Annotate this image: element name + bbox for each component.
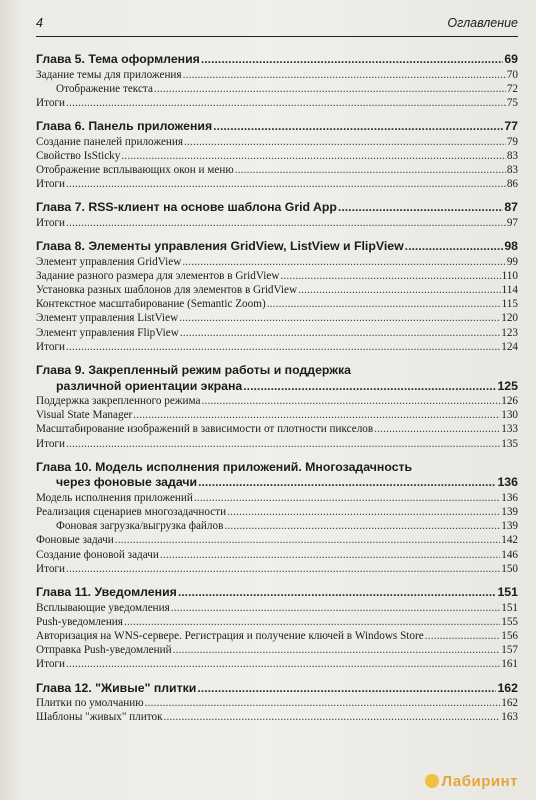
entry-title: Плитки по умолчанию xyxy=(36,697,144,710)
toc-entry[interactable] xyxy=(36,216,518,230)
entry-title: Итоги xyxy=(36,340,65,353)
toc-chapter-block xyxy=(36,585,518,672)
entry-title: Авторизация на WNS-сервере. Регистрация и получение ключей в Windows Store xyxy=(36,629,424,642)
toc-chapter-row[interactable] xyxy=(36,200,518,216)
dot-leader xyxy=(66,177,506,191)
dot-leader xyxy=(115,533,500,547)
entry-title: Элемент управления FlipView xyxy=(36,326,179,339)
entry-page: 130 xyxy=(501,409,518,422)
entry-title: Push-уведомления xyxy=(36,615,123,628)
toc-entry[interactable] xyxy=(36,283,518,297)
dot-leader xyxy=(227,505,500,519)
chapter-title: через фоновые задачи xyxy=(56,475,198,490)
entry-page: 151 xyxy=(501,601,518,614)
entry-page: 135 xyxy=(501,437,518,450)
entry-page: 83 xyxy=(506,164,518,177)
entry-page: 136 xyxy=(501,491,518,504)
watermark-logo xyxy=(425,773,518,790)
entry-page: 114 xyxy=(501,284,518,297)
dot-leader xyxy=(182,255,506,269)
toc-entry[interactable] xyxy=(36,533,518,547)
toc-entry[interactable] xyxy=(36,422,518,436)
entry-title: Отображение текста xyxy=(56,82,153,95)
entry-title: Установка разных шаблонов для элементов в GridView xyxy=(36,284,298,297)
chapter-title: Глава 6. Панель приложения xyxy=(36,119,213,134)
entry-title: Задание темы для приложения xyxy=(36,68,182,81)
toc-entry[interactable] xyxy=(36,696,518,710)
entry-page: 157 xyxy=(501,644,518,657)
dot-leader xyxy=(173,643,501,657)
dot-leader xyxy=(66,216,506,230)
toc-entry[interactable] xyxy=(36,82,518,96)
entry-title: Отображение всплывающих окон и меню xyxy=(36,164,234,177)
table-of-contents xyxy=(36,52,518,725)
dot-leader xyxy=(338,200,503,216)
entry-title: Итоги xyxy=(36,658,65,671)
dot-leader xyxy=(213,119,503,135)
entry-page: 139 xyxy=(501,506,518,519)
dot-leader xyxy=(194,491,500,505)
entry-title: Итоги xyxy=(36,216,65,229)
toc-entry[interactable] xyxy=(36,135,518,149)
toc-entry[interactable] xyxy=(36,437,518,451)
entry-page: 120 xyxy=(501,312,518,325)
toc-entry[interactable] xyxy=(36,408,518,422)
toc-chapter-block xyxy=(36,52,518,110)
dot-leader xyxy=(298,283,501,297)
entry-title: Фоновые задачи xyxy=(36,534,114,547)
entry-title: Поддержка закрепленного режима xyxy=(36,395,201,408)
entry-title: Итоги xyxy=(36,96,65,109)
chapter-page: 69 xyxy=(504,52,518,66)
watermark-text: Лабиринт xyxy=(441,773,518,790)
dot-leader xyxy=(66,437,500,451)
entry-page: 110 xyxy=(501,269,518,282)
entry-page: 115 xyxy=(501,298,518,311)
dot-leader xyxy=(121,149,505,163)
toc-entry[interactable] xyxy=(36,629,518,643)
entry-page: 163 xyxy=(501,711,518,724)
toc-entry[interactable] xyxy=(36,149,518,163)
toc-entry[interactable] xyxy=(36,710,518,724)
dot-leader xyxy=(201,394,500,408)
chapter-title-line: Глава 10. Модель исполнения приложений. Многозадачность xyxy=(36,459,413,474)
entry-page: 155 xyxy=(501,615,518,628)
entry-title: Элемент управления GridView xyxy=(36,255,182,268)
dot-leader xyxy=(160,548,500,562)
dot-leader xyxy=(267,297,501,311)
page-header xyxy=(36,16,518,36)
chapter-page: 136 xyxy=(497,475,518,490)
entry-title: Отправка Push-уведомлений xyxy=(36,644,172,657)
entry-title: Итоги xyxy=(36,437,65,450)
entry-title: Итоги xyxy=(36,562,65,575)
toc-chapter-block xyxy=(36,681,518,725)
entry-page: 156 xyxy=(501,629,518,642)
chapter-page: 151 xyxy=(497,585,518,600)
toc-chapter-row[interactable] xyxy=(36,379,518,395)
dot-leader xyxy=(405,239,504,255)
chapter-title: Глава 7. RSS-клиент на основе шаблона Grid App xyxy=(36,200,337,215)
toc-entry[interactable] xyxy=(36,255,518,269)
toc-entry[interactable] xyxy=(36,68,518,82)
dot-leader xyxy=(133,408,500,422)
chapter-title: Глава 8. Элементы управления GridView, ListView и FlipView xyxy=(36,239,404,254)
toc-chapter-block xyxy=(36,239,518,354)
toc-chapter-block xyxy=(36,200,518,230)
dot-leader xyxy=(145,696,501,710)
entry-page: 123 xyxy=(501,326,518,339)
chapter-title: Глава 5. Тема оформления xyxy=(36,52,200,66)
dot-leader xyxy=(374,422,500,436)
dot-leader xyxy=(184,135,506,149)
entry-page: 126 xyxy=(501,395,518,408)
dot-leader xyxy=(224,519,500,533)
entry-page: 99 xyxy=(506,255,518,268)
header-rule xyxy=(36,36,518,37)
entry-page: 72 xyxy=(506,82,518,95)
dot-leader xyxy=(243,379,496,395)
entry-title: Элемент управления ListView xyxy=(36,312,179,325)
dot-leader xyxy=(66,340,500,354)
toc-entry[interactable] xyxy=(36,601,518,615)
toc-entry[interactable] xyxy=(36,311,518,325)
toc-entry[interactable] xyxy=(36,163,518,177)
entry-page: 133 xyxy=(501,423,518,436)
toc-entry[interactable] xyxy=(36,297,518,311)
toc-chapter-row[interactable] xyxy=(36,681,518,697)
dot-leader xyxy=(425,629,501,643)
entry-page: 161 xyxy=(501,658,518,671)
toc-entry[interactable] xyxy=(36,340,518,354)
entry-title: Фоновая загрузка/выгрузка файлов xyxy=(56,520,224,533)
toc-entry[interactable] xyxy=(36,657,518,671)
entry-page: 142 xyxy=(501,534,518,547)
toc-chapter-block xyxy=(36,460,518,576)
toc-chapter-row[interactable] xyxy=(36,52,518,68)
toc-entry[interactable] xyxy=(36,491,518,505)
dot-leader xyxy=(235,163,506,177)
toc-entry[interactable] xyxy=(36,505,518,519)
chapter-page: 77 xyxy=(504,119,518,134)
chapter-title: Глава 12. "Живые" плитки xyxy=(36,680,197,695)
entry-title: Создание панелей приложения xyxy=(36,135,184,148)
entry-page: 97 xyxy=(506,216,518,229)
dot-leader xyxy=(197,681,496,697)
toc-chapter-block xyxy=(36,119,518,191)
toc-entry[interactable] xyxy=(36,269,518,283)
entry-title: Свойство IsSticky xyxy=(36,149,121,162)
toc-entry[interactable] xyxy=(36,615,518,629)
toc-entry[interactable] xyxy=(36,96,518,110)
dot-leader xyxy=(164,710,501,724)
entry-page: 75 xyxy=(506,96,518,109)
dot-leader xyxy=(198,475,496,491)
toc-chapter-row[interactable] xyxy=(36,585,518,601)
entry-title: Контекстное масштабирование (Semantic Zoom) xyxy=(36,298,266,311)
chapter-page: 162 xyxy=(497,680,518,695)
entry-page: 162 xyxy=(501,697,518,710)
toc-entry[interactable] xyxy=(36,177,518,191)
chapter-page: 98 xyxy=(504,239,518,254)
chapter-title: различной ориентации экрана xyxy=(56,378,243,393)
entry-title: Итоги xyxy=(36,178,65,191)
dot-leader xyxy=(154,82,506,96)
toc-entry[interactable] xyxy=(36,326,518,340)
dot-leader xyxy=(124,615,500,629)
chapter-page: 125 xyxy=(497,378,518,393)
toc-entry[interactable] xyxy=(36,643,518,657)
running-title: Оглавление xyxy=(447,16,518,30)
entry-title: Модель исполнения приложений xyxy=(36,491,193,504)
toc-entry[interactable] xyxy=(36,562,518,576)
dot-leader xyxy=(66,657,500,671)
dot-leader xyxy=(280,269,500,283)
dot-leader xyxy=(171,601,500,615)
toc-entry[interactable] xyxy=(36,548,518,562)
toc-entry[interactable] xyxy=(36,519,518,533)
page-number: 4 xyxy=(36,16,43,30)
entry-title: Создание фоновой задачи xyxy=(36,548,159,561)
dot-leader xyxy=(179,311,500,325)
entry-title: Реализация сценариев многозадачности xyxy=(36,506,227,519)
dot-leader xyxy=(178,585,497,601)
dot-leader xyxy=(66,96,506,110)
entry-title: Задание разного размера для элементов в GridView xyxy=(36,269,280,282)
entry-page: 150 xyxy=(501,562,518,575)
entry-page: 139 xyxy=(501,520,518,533)
entry-page: 86 xyxy=(506,178,518,191)
chapter-page: 87 xyxy=(504,200,518,215)
entry-title: Всплывающие уведомления xyxy=(36,601,170,614)
entry-title: Шаблоны "живых" плиток xyxy=(36,711,163,724)
dot-leader xyxy=(183,68,506,82)
toc-chapter-block xyxy=(36,363,518,451)
labyrinth-logo-icon xyxy=(425,774,439,788)
entry-title: Масштабирование изображений в зависимости от плотности пикселов xyxy=(36,423,374,436)
entry-page: 70 xyxy=(506,68,518,81)
entry-page: 146 xyxy=(501,548,518,561)
toc-entry[interactable] xyxy=(36,394,518,408)
dot-leader xyxy=(66,562,500,576)
dot-leader xyxy=(201,52,503,68)
toc-chapter-row[interactable] xyxy=(36,239,518,255)
entry-title: Visual State Manager xyxy=(36,409,133,422)
entry-page: 124 xyxy=(501,340,518,353)
entry-page: 83 xyxy=(506,149,518,162)
toc-chapter-row[interactable] xyxy=(36,475,518,491)
entry-page: 79 xyxy=(506,135,518,148)
chapter-title: Глава 11. Уведомления xyxy=(36,585,177,600)
chapter-title-line: Глава 9. Закрепленный режим работы и поддержка xyxy=(36,363,351,378)
toc-chapter-row[interactable] xyxy=(36,119,518,135)
dot-leader xyxy=(180,326,500,340)
